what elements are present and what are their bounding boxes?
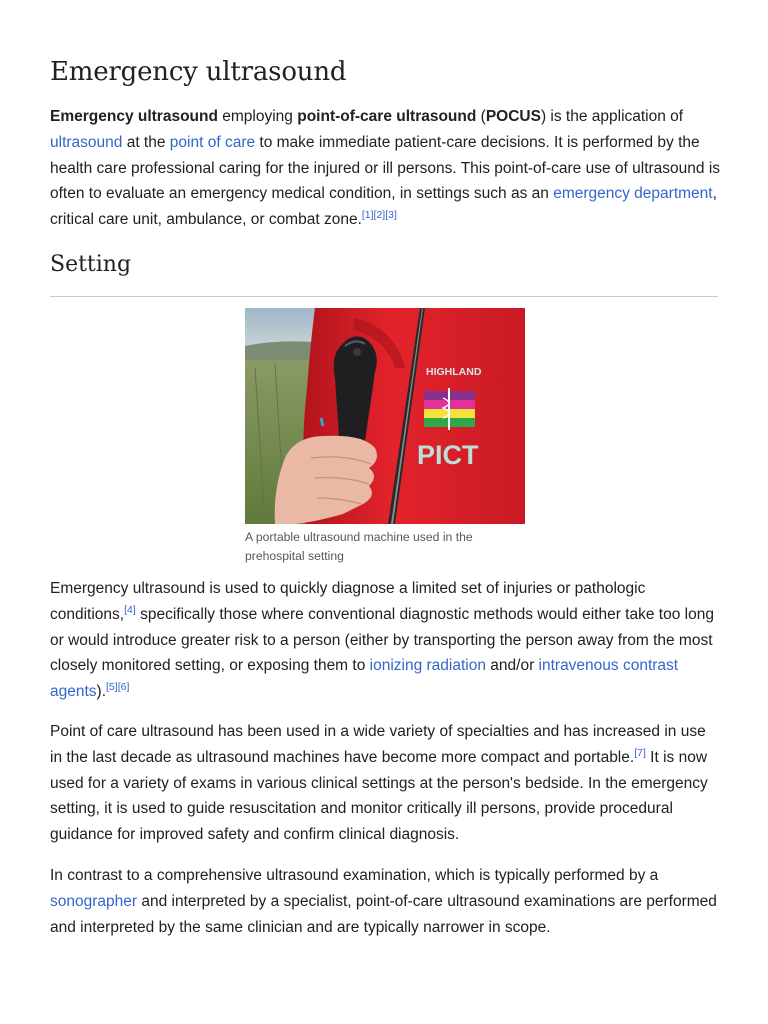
badge-text-pict: PICT — [417, 440, 479, 470]
text-span: ) is the application of — [540, 108, 684, 125]
figure-thumbnail — [245, 308, 525, 566]
link-ultrasound[interactable]: ultrasound — [50, 133, 123, 151]
text-span: ( — [476, 108, 486, 125]
ultrasound-photo[interactable] — [245, 308, 525, 524]
text-span: Emergency ultrasound is used to quickly diagnose a limited set of injuries or pathologic conditions, — [50, 580, 646, 623]
bold-term: point-of-care ultrasound — [297, 108, 477, 125]
link-intravenous-contrast-agents[interactable]: intravenous contrast agents — [50, 657, 679, 701]
reference-link[interactable]: [1][2][3] — [361, 209, 397, 222]
text-span: It is now used for a variety of exams in various clinical settings at the person's bedside. In the emergency setting, it is used to guide resuscitation and monitor critically ill persons, provide procedural guidance for improved safety and confirm clinical diagnosis. — [50, 748, 708, 844]
link-emergency-department[interactable]: emergency department — [553, 185, 713, 203]
reference-link[interactable]: [5][6] — [106, 681, 130, 694]
bold-term: Emergency ultrasound — [50, 108, 218, 125]
text-span: Point of care ultrasound has been used in a wide variety of specialties and has increased in use in the last decade as ultrasound machines have become more compact and portable. — [50, 723, 706, 766]
link-ionizing-radiation[interactable]: ionizing radiation — [369, 657, 486, 675]
text-span: and/or — [485, 657, 539, 675]
text-span: specifically those where conventional diagnostic methods would either take too long or would introduce greater risk to a person (either by transporting the person away from the most closely monitored setting, or exposing them to — [50, 605, 714, 675]
figure-caption: A portable ultrasound machine used in the prehospital setting — [245, 530, 473, 563]
badge-text-highland: HIGHLAND — [426, 366, 482, 378]
text-span: , critical care unit, ambulance, or combat zone. — [50, 185, 717, 229]
text-span: In contrast to a comprehensive ultrasound examination, which is typically performed by a — [50, 867, 659, 884]
body-paragraph — [50, 576, 720, 705]
reference-link[interactable]: [7] — [634, 746, 646, 759]
intro-paragraph — [50, 104, 720, 233]
body-paragraph — [50, 719, 720, 848]
section-divider — [50, 296, 718, 297]
reference-link[interactable]: [4] — [124, 603, 136, 616]
page-title: Emergency ultrasound — [50, 57, 347, 87]
bold-term: POCUS — [485, 108, 541, 125]
text-span: at the — [122, 133, 170, 151]
body-paragraph — [50, 863, 720, 940]
text-span: to make immediate patient-care decisions. It is performed by the health care professional caring for the injured or ill persons. This point-of-care use of ultrasound is often to evaluate an emergency medical condition, in settings such as an — [50, 133, 721, 203]
text-span: and interpreted by a specialist, point-of-care ultrasound examinations are performed and interpreted by the same clinician and are typically narrower in scope. — [50, 892, 717, 936]
section-heading-setting: Setting — [50, 252, 132, 277]
link-sonographer[interactable]: sonographer — [50, 892, 138, 910]
text-span: ). — [96, 683, 107, 701]
link-point-of-care[interactable]: point of care — [169, 133, 256, 151]
text-span: employing — [217, 108, 298, 125]
